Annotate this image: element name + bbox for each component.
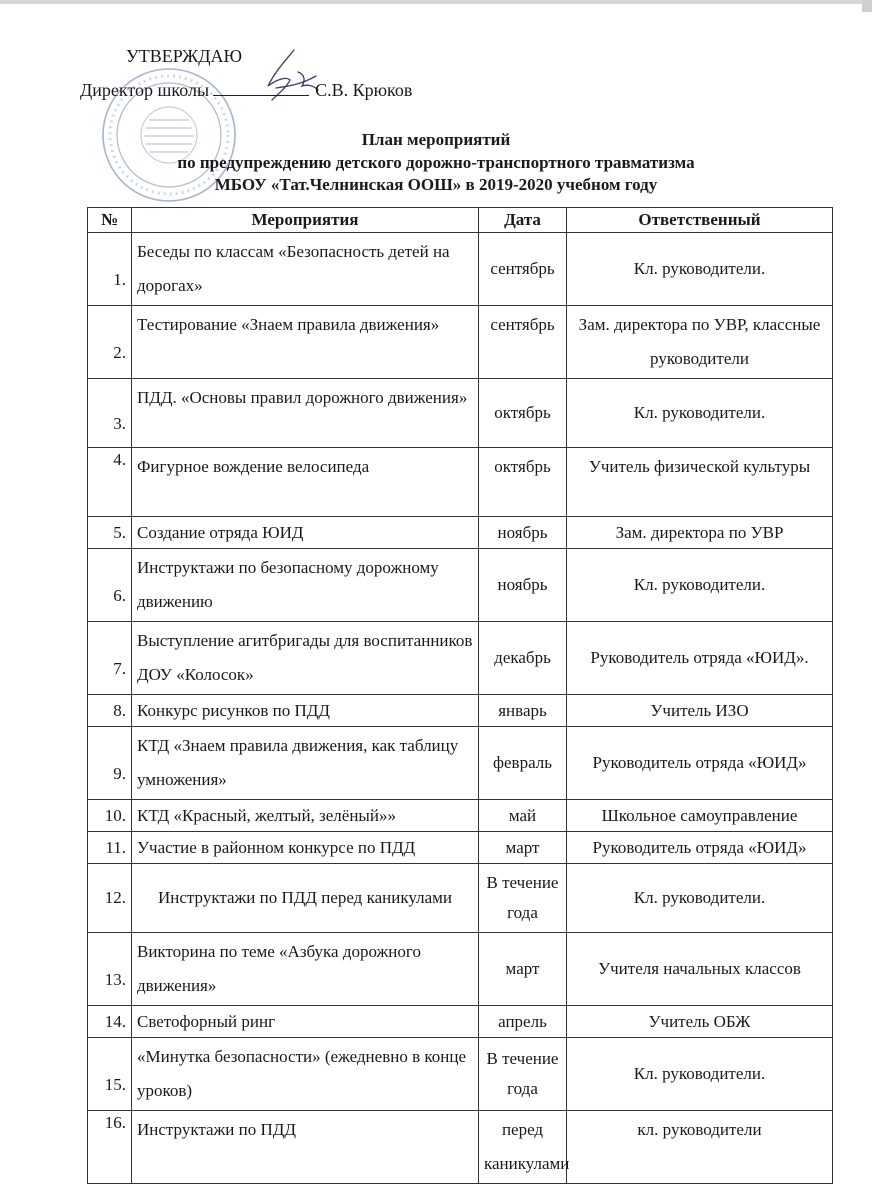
row-event: Выступление агитбригады для воспитанников ДОУ «Колосок» — [132, 622, 479, 695]
table-row — [88, 233, 833, 306]
row-event: Участие в районном конкурсе по ПДД — [132, 832, 479, 864]
row-responsible: Руководитель отряда «ЮИД» — [567, 832, 833, 864]
table-row — [88, 622, 833, 695]
row-event: Инструктажи по ПДД — [132, 1111, 479, 1184]
header-date: Дата — [479, 208, 567, 233]
row-event: Светофорный ринг — [132, 1006, 479, 1038]
table-row — [88, 517, 833, 549]
row-number: 13. — [88, 933, 132, 1006]
row-responsible: Руководитель отряда «ЮИД». — [567, 622, 833, 695]
document-subtitle: по предупреждению детского дорожно-транспортного травматизма — [177, 153, 695, 172]
table-row — [88, 1111, 833, 1184]
row-date: ноябрь — [479, 549, 567, 622]
row-responsible: Кл. руководители. — [567, 233, 833, 306]
row-date: февраль — [479, 727, 567, 800]
row-number: 1. — [88, 233, 132, 306]
row-date — [479, 1038, 567, 1111]
row-event: Инструктажи по ПДД перед каникулами — [132, 864, 479, 933]
row-responsible: Кл. руководители. — [567, 1038, 833, 1111]
row-date: ноябрь — [479, 517, 567, 549]
table-header-row — [88, 208, 833, 233]
row-event: Фигурное вождение велосипеда — [132, 448, 479, 517]
table-row — [88, 549, 833, 622]
row-number: 8. — [88, 695, 132, 727]
row-event: КТД «Знаем правила движения, как таблицу умножения» — [132, 727, 479, 800]
table-row — [88, 1038, 833, 1111]
row-number: 5. — [88, 517, 132, 549]
row-date: май — [479, 800, 567, 832]
table-row — [88, 933, 833, 1006]
row-date: перед каникулами — [479, 1111, 567, 1184]
row-number: 9. — [88, 727, 132, 800]
row-responsible: Кл. руководители. — [567, 864, 833, 933]
table-row — [88, 695, 833, 727]
row-number: 14. — [88, 1006, 132, 1038]
scan-edge — [0, 0, 872, 4]
table-row — [88, 832, 833, 864]
table-row — [88, 448, 833, 517]
document-title: План мероприятий — [361, 130, 511, 149]
row-event: Тестирование «Знаем правила движения» — [132, 306, 479, 379]
row-responsible: Учитель физической культуры — [567, 448, 833, 517]
date-text: В течение года — [486, 1049, 559, 1098]
document-school-year: МБОУ «Тат.Челнинская ООШ» в 2019-2020 учебном году — [214, 175, 658, 194]
row-number: 15. — [88, 1038, 132, 1111]
approval-heading: УТВЕРЖДАЮ — [126, 46, 243, 66]
row-event: «Минутка безопасности» (ежедневно в конце уроков) — [132, 1038, 479, 1111]
row-number: 11. — [88, 832, 132, 864]
row-event: Создание отряда ЮИД — [132, 517, 479, 549]
row-responsible: Учителя начальных классов — [567, 933, 833, 1006]
row-responsible: Зам. директора по УВР — [567, 517, 833, 549]
row-date: октябрь — [479, 379, 567, 448]
row-responsible: Кл. руководители. — [567, 379, 833, 448]
row-event: Инструктажи по безопасному дорожному движению — [132, 549, 479, 622]
row-responsible: Кл. руководители. — [567, 549, 833, 622]
table-row — [88, 864, 833, 933]
row-responsible: Зам. директора по УВР, классные руководители — [567, 306, 833, 379]
row-date: сентябрь — [479, 306, 567, 379]
scan-corner — [862, 0, 872, 12]
row-date: октябрь — [479, 448, 567, 517]
events-table — [87, 207, 833, 1184]
row-event: Викторина по теме «Азбука дорожного движения» — [132, 933, 479, 1006]
row-responsible: кл. руководители — [567, 1111, 833, 1184]
row-responsible: Руководитель отряда «ЮИД» — [567, 727, 833, 800]
row-number: 16. — [88, 1111, 132, 1184]
header-number: № — [88, 208, 132, 233]
row-date: январь — [479, 695, 567, 727]
row-date: март — [479, 933, 567, 1006]
row-responsible: Учитель ОБЖ — [567, 1006, 833, 1038]
signature-blank — [213, 81, 309, 96]
row-event: КТД «Красный, желтый, зелёный»» — [132, 800, 479, 832]
row-responsible: Учитель ИЗО — [567, 695, 833, 727]
header-event: Мероприятия — [132, 208, 479, 233]
row-date: апрель — [479, 1006, 567, 1038]
table-row — [88, 1006, 833, 1038]
row-event: Конкурс рисунков по ПДД — [132, 695, 479, 727]
date-text: В течение года — [486, 873, 559, 922]
row-date: декабрь — [479, 622, 567, 695]
table-row — [88, 727, 833, 800]
table-row — [88, 379, 833, 448]
row-responsible: Школьное самоуправление — [567, 800, 833, 832]
row-number: 4. — [88, 448, 132, 517]
row-event: Беседы по классам «Безопасность детей на дорогах» — [132, 233, 479, 306]
row-number: 7. — [88, 622, 132, 695]
table-row — [88, 306, 833, 379]
row-date — [479, 864, 567, 933]
approval-line — [80, 80, 412, 101]
row-number: 10. — [88, 800, 132, 832]
row-date: сентябрь — [479, 233, 567, 306]
header-responsible: Ответственный — [567, 208, 833, 233]
row-number: 12. — [88, 864, 132, 933]
table-row — [88, 800, 833, 832]
row-number: 6. — [88, 549, 132, 622]
row-date: март — [479, 832, 567, 864]
row-event: ПДД. «Основы правил дорожного движения» — [132, 379, 479, 448]
director-position: Директор школы — [80, 80, 210, 100]
director-name: С.В. Крюков — [315, 80, 413, 100]
row-number: 3. — [88, 379, 132, 448]
row-number: 2. — [88, 306, 132, 379]
